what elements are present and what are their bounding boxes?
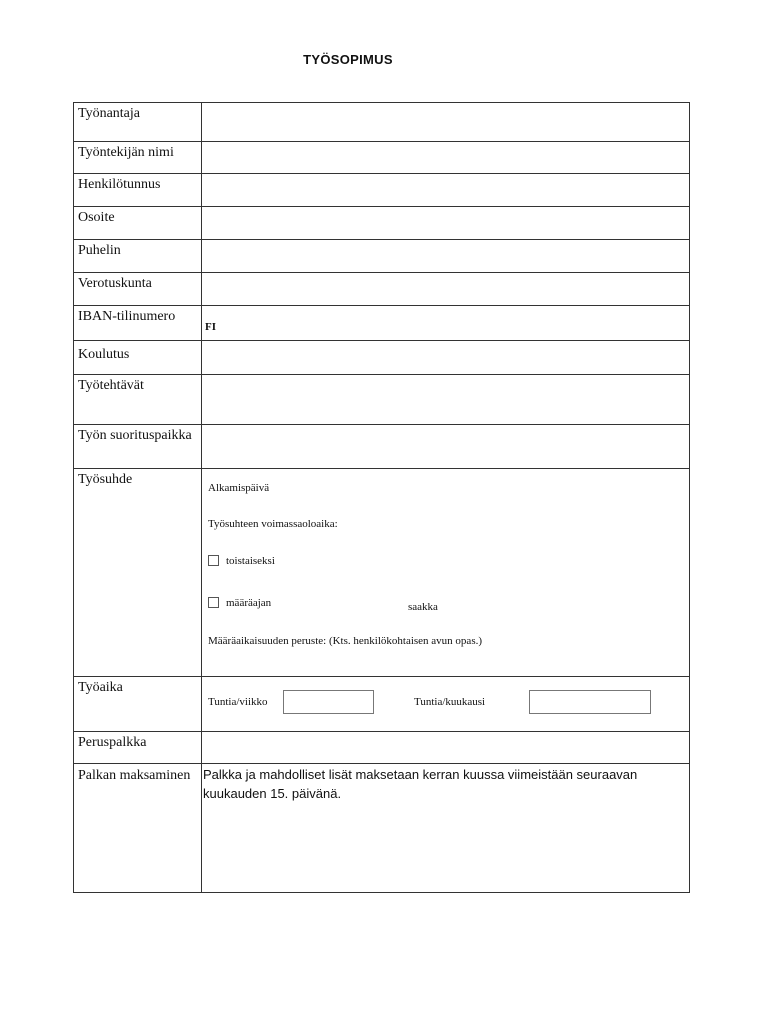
hours-per-week-label: Tuntia/viikko — [208, 696, 268, 708]
education-label: Koulutus — [74, 341, 202, 374]
base-salary-field[interactable] — [202, 732, 689, 763]
row-employee-name — [74, 142, 689, 174]
permanent-option[interactable] — [208, 555, 275, 567]
payment-label: Palkan maksaminen — [74, 764, 202, 892]
iban-field[interactable] — [202, 306, 689, 340]
row-base-salary — [74, 732, 689, 764]
phone-field[interactable] — [202, 240, 689, 272]
hours-per-month-label: Tuntia/kuukausi — [414, 696, 486, 708]
work-location-field[interactable] — [202, 425, 689, 468]
tasks-field[interactable] — [202, 375, 689, 424]
employer-label: Työnantaja — [74, 103, 202, 141]
personal-id-field[interactable] — [202, 174, 689, 206]
fixed-term-option[interactable] — [208, 597, 271, 609]
address-field[interactable] — [202, 207, 689, 239]
row-payment — [74, 764, 689, 892]
permanent-checkbox[interactable] — [208, 555, 219, 566]
until-label: saakka — [408, 601, 438, 613]
working-time-label: Työaika — [74, 677, 202, 731]
education-field[interactable] — [202, 341, 689, 374]
payment-terms: Palkka ja mahdolliset lisät maksetaan kerran kuussa viimeistään seuraavan kuukauden 15. päivänä. — [203, 767, 638, 801]
address-label: Osoite — [74, 207, 202, 239]
row-education — [74, 341, 689, 375]
base-salary-label: Peruspalkka — [74, 732, 202, 763]
fixed-term-checkbox[interactable] — [208, 597, 219, 608]
row-working-time — [74, 677, 689, 732]
tax-municipality-label: Verotuskunta — [74, 273, 202, 305]
employer-field[interactable] — [202, 103, 689, 141]
personal-id-label: Henkilötunnus — [74, 174, 202, 206]
employee-name-field[interactable] — [202, 142, 689, 173]
row-iban — [74, 306, 689, 341]
row-phone — [74, 240, 689, 273]
row-address — [74, 207, 689, 240]
work-location-label: Työn suorituspaikka — [74, 425, 202, 468]
iban-prefix: FI — [205, 321, 216, 333]
tax-municipality-field[interactable] — [202, 273, 689, 305]
fixed-term-reason-label: Määräaikaisuuden peruste: (Kts. henkilökohtaisen avun opas.) — [208, 635, 483, 647]
fixed-term-label: määräajan — [226, 597, 272, 609]
row-employment — [74, 469, 689, 677]
duration-label: Työsuhteen voimassaoloaika: — [208, 518, 338, 530]
employee-name-label: Työntekijän nimi — [74, 142, 202, 173]
start-date-label: Alkamispäivä — [208, 482, 270, 494]
row-tax-municipality — [74, 273, 689, 306]
phone-label: Puhelin — [74, 240, 202, 272]
row-tasks — [74, 375, 689, 425]
row-personal-id — [74, 174, 689, 207]
tasks-label: Työtehtävät — [74, 375, 202, 424]
hours-per-week-input[interactable] — [283, 690, 374, 714]
iban-label: IBAN-tilinumero — [74, 306, 202, 340]
employment-details — [202, 469, 689, 676]
employment-label: Työsuhde — [74, 469, 202, 676]
document-title: TYÖSOPIMUS — [303, 52, 393, 67]
contract-form — [73, 102, 690, 893]
hours-per-month-input[interactable] — [529, 690, 651, 714]
row-employer — [74, 103, 689, 142]
row-work-location — [74, 425, 689, 469]
permanent-label: toistaiseksi — [226, 555, 275, 567]
working-time-details — [202, 677, 689, 731]
